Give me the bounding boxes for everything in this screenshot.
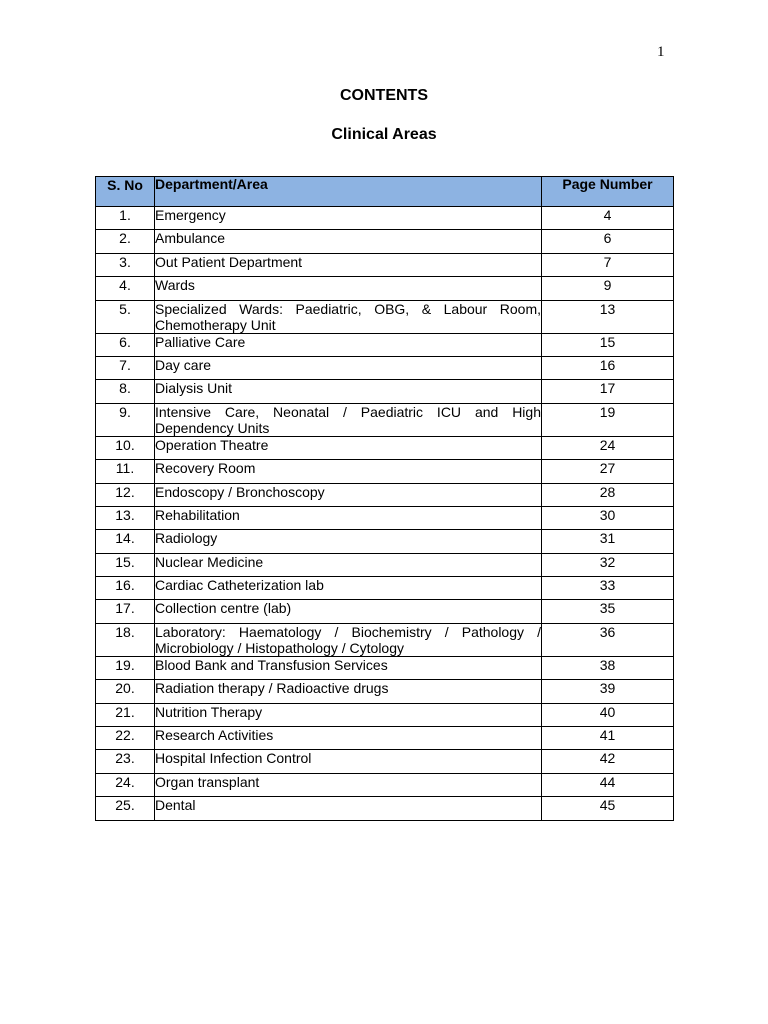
row-page-number: 44 — [542, 773, 674, 796]
table-row — [96, 577, 674, 600]
table-row — [96, 797, 674, 820]
row-department: Palliative Care — [155, 333, 542, 356]
row-serial-number: 10. — [96, 436, 155, 459]
row-serial-number: 8. — [96, 380, 155, 403]
row-serial-number: 25. — [96, 797, 155, 820]
row-page-number: 45 — [542, 797, 674, 820]
row-page-number: 42 — [542, 750, 674, 773]
row-department: Wards — [155, 277, 542, 300]
row-serial-number: 18. — [96, 623, 155, 656]
table-row — [96, 530, 674, 553]
row-serial-number: 13. — [96, 506, 155, 529]
row-serial-number: 6. — [96, 333, 155, 356]
table-row — [96, 333, 674, 356]
row-page-number: 24 — [542, 436, 674, 459]
row-page-number: 15 — [542, 333, 674, 356]
row-serial-number: 4. — [96, 277, 155, 300]
table-row — [96, 483, 674, 506]
table-row — [96, 230, 674, 253]
row-serial-number: 16. — [96, 577, 155, 600]
table-row — [96, 460, 674, 483]
row-page-number: 27 — [542, 460, 674, 483]
table-row — [96, 300, 674, 333]
row-serial-number: 17. — [96, 600, 155, 623]
row-page-number: 13 — [542, 300, 674, 333]
row-serial-number: 5. — [96, 300, 155, 333]
row-department: Operation Theatre — [155, 436, 542, 459]
column-header-sno: S. No — [96, 177, 155, 207]
row-page-number: 6 — [542, 230, 674, 253]
row-page-number: 30 — [542, 506, 674, 529]
row-department: Ambulance — [155, 230, 542, 253]
table-row — [96, 277, 674, 300]
row-serial-number: 3. — [96, 253, 155, 276]
row-page-number: 4 — [542, 207, 674, 230]
row-page-number: 28 — [542, 483, 674, 506]
row-serial-number: 15. — [96, 553, 155, 576]
row-serial-number: 23. — [96, 750, 155, 773]
row-page-number: 35 — [542, 600, 674, 623]
row-department: Blood Bank and Transfusion Services — [155, 656, 542, 679]
column-header-page: Page Number — [542, 177, 674, 207]
table-row — [96, 553, 674, 576]
table-body — [96, 207, 674, 821]
row-department: Out Patient Department — [155, 253, 542, 276]
table-row — [96, 600, 674, 623]
row-department: Recovery Room — [155, 460, 542, 483]
row-serial-number: 7. — [96, 356, 155, 379]
row-department: Radiology — [155, 530, 542, 553]
row-department: Dialysis Unit — [155, 380, 542, 403]
row-department: Intensive Care, Neonatal / Paediatric ICU and High Dependency Units — [155, 403, 541, 436]
table-row — [96, 356, 674, 379]
page-number: 1 — [657, 44, 665, 60]
row-serial-number: 11. — [96, 460, 155, 483]
page-subtitle: Clinical Areas — [331, 126, 437, 143]
row-department: Dental — [155, 797, 542, 820]
row-serial-number: 19. — [96, 656, 155, 679]
table-row — [96, 623, 674, 656]
row-page-number: 9 — [542, 277, 674, 300]
row-serial-number: 20. — [96, 680, 155, 703]
row-serial-number: 12. — [96, 483, 155, 506]
row-department: Radiation therapy / Radioactive drugs — [155, 680, 542, 703]
row-page-number: 32 — [542, 553, 674, 576]
row-department: Rehabilitation — [155, 506, 542, 529]
row-serial-number: 21. — [96, 703, 155, 726]
row-serial-number: 9. — [96, 403, 155, 436]
table-row — [96, 207, 674, 230]
row-page-number: 36 — [542, 623, 674, 656]
table-row — [96, 506, 674, 529]
row-department: Organ transplant — [155, 773, 542, 796]
row-page-number: 40 — [542, 703, 674, 726]
row-page-number: 17 — [542, 380, 674, 403]
row-serial-number: 1. — [96, 207, 155, 230]
row-page-number: 31 — [542, 530, 674, 553]
table-row — [96, 656, 674, 679]
row-serial-number: 14. — [96, 530, 155, 553]
row-page-number: 39 — [542, 680, 674, 703]
contents-table — [95, 176, 674, 821]
row-serial-number: 22. — [96, 727, 155, 750]
table-row — [96, 403, 674, 436]
row-serial-number: 2. — [96, 230, 155, 253]
row-department: Day care — [155, 356, 542, 379]
row-department: Nutrition Therapy — [155, 703, 542, 726]
table-row — [96, 253, 674, 276]
row-department: Endoscopy / Bronchoscopy — [155, 483, 542, 506]
row-department: Nuclear Medicine — [155, 553, 542, 576]
row-department: Specialized Wards: Paediatric, OBG, & Labour Room, Chemotherapy Unit — [155, 300, 541, 333]
row-serial-number: 24. — [96, 773, 155, 796]
table-header-row — [96, 177, 674, 207]
column-header-department: Department/Area — [155, 177, 542, 207]
table-row — [96, 773, 674, 796]
table-row — [96, 380, 674, 403]
row-page-number: 19 — [542, 403, 674, 436]
table-row — [96, 750, 674, 773]
table-row — [96, 436, 674, 459]
row-page-number: 16 — [542, 356, 674, 379]
row-page-number: 41 — [542, 727, 674, 750]
row-department: Cardiac Catheterization lab — [155, 577, 542, 600]
table-row — [96, 703, 674, 726]
row-department: Collection centre (lab) — [155, 600, 542, 623]
row-department: Hospital Infection Control — [155, 750, 542, 773]
table-row — [96, 727, 674, 750]
row-page-number: 33 — [542, 577, 674, 600]
page-title: CONTENTS — [340, 87, 428, 104]
row-page-number: 38 — [542, 656, 674, 679]
table-row — [96, 680, 674, 703]
row-department: Laboratory: Haematology / Biochemistry / Pathology / Microbiology / Histopathology / Cytology — [155, 623, 541, 656]
row-page-number: 7 — [542, 253, 674, 276]
row-department: Research Activities — [155, 727, 542, 750]
row-department: Emergency — [155, 207, 542, 230]
